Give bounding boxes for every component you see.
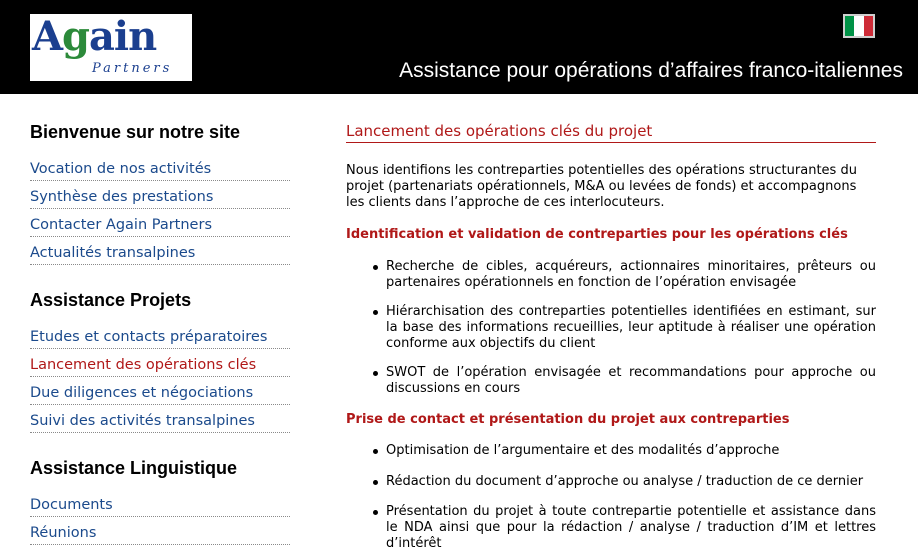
sidebar-list-linguistique [30,492,290,545]
sidebar-item-actualites[interactable]: Actualités transalpines [30,240,290,265]
list-item: SWOT de l’opération envisagée et recommandations pour approche ou discussions en cours [346,365,876,397]
prise-de-contact-list [346,443,876,552]
identification-list [346,259,876,397]
section-heading-identification: Identification et validation de contreparties pour les opérations clés [346,227,848,242]
sidebar-item-contacter[interactable]: Contacter Again Partners [30,212,290,237]
intro-paragraph: Nous identifions les contreparties potentielles des opérations structurantes du projet (partenariats opérationnels, M&A ou levées de fonds) et accompagnons les clients dans l’approche de ces interlocuteurs. [346,163,857,210]
again-partners-logo[interactable] [30,14,192,81]
sidebar-item-lancement[interactable]: Lancement des opérations clés [30,352,290,377]
logo-subtitle: Partners [92,61,173,76]
sidebar-item-documents[interactable]: Documents [30,492,290,517]
sidebar-item-synthese[interactable]: Synthèse des prestations [30,184,290,209]
sidebar-item-suivi[interactable]: Suivi des activités transalpines [30,408,290,433]
site-tagline: Assistance pour opérations d’affaires franco-italiennes [399,59,903,82]
list-item: Recherche de cibles, acquéreurs, actionnaires minoritaires, prêteurs ou partenaires opérationnels en fonction de l’opération envisagée [346,259,876,291]
list-item: Rédaction du document d’approche ou analyse / traduction de ce dernier [346,474,876,490]
sidebar-item-etudes[interactable]: Etudes et contacts préparatoires [30,324,290,349]
logo-wordmark: Again [32,13,157,60]
list-item: Optimisation de l’argumentaire et des modalités d’approche [346,443,876,459]
sidebar-item-vocation[interactable]: Vocation de nos activités [30,156,290,181]
list-item: Présentation du projet à toute contrepartie potentielle et assistance dans le NDA ainsi que pour la rédaction / analyse / traduction d’IM et lettres d’intérêt [346,504,876,552]
list-item: Hiérarchisation des contreparties potentielles identifiées en estimant, sur la base des informations recueillies, leur aptitude à réaliser une opération conforme aux objectifs du client [346,304,876,352]
sidebar-heading-linguistique: Assistance Linguistique [30,458,238,478]
site-header [0,0,918,94]
sidebar-item-reunions[interactable]: Réunions [30,520,290,545]
sidebar-list-bienvenue [30,156,290,265]
page-title: Lancement des opérations clés du projet [346,121,876,143]
sidebar-item-due-diligences[interactable]: Due diligences et négociations [30,380,290,405]
sidebar-heading-bienvenue: Bienvenue sur notre site [30,122,241,142]
sidebar-list-projets [30,324,290,433]
section-heading-prise-de-contact: Prise de contact et présentation du projet aux contreparties [346,412,790,427]
italian-flag-icon[interactable] [843,14,875,38]
sidebar-heading-projets: Assistance Projets [30,290,192,310]
main-content [346,121,876,552]
